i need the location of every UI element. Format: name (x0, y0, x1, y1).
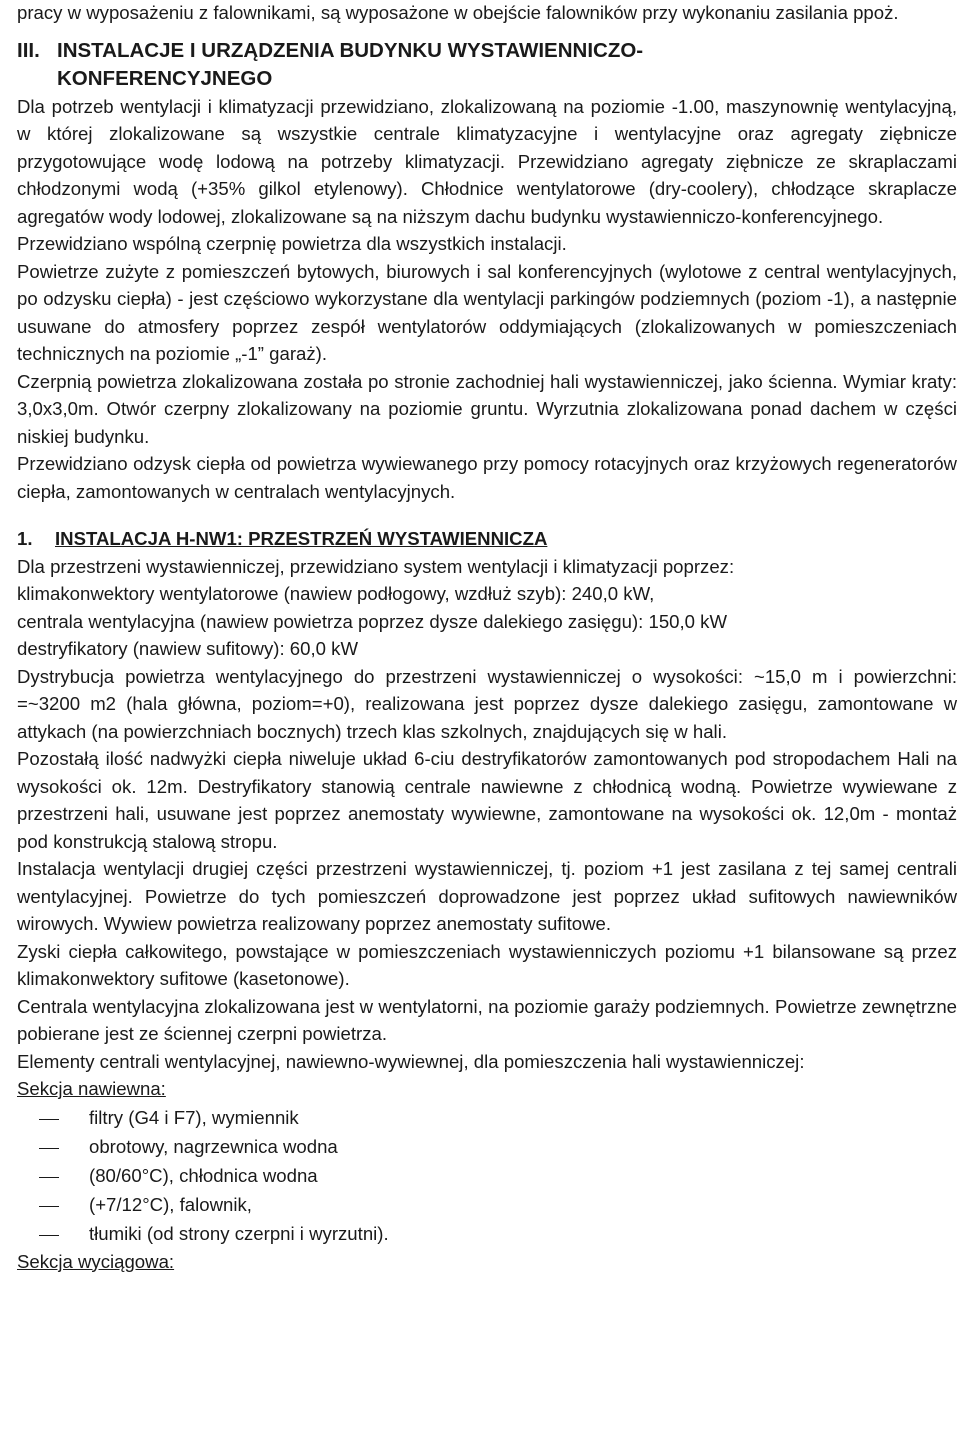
section-paragraph: Przewidziano odzysk ciepła od powietrza wywiewanego przy pomocy rotacyjnych oraz krzyżowych regeneratorów ciepła, zamontowanych w centralach wentylacyjnych. (17, 453, 957, 502)
intro-line: Dla przestrzeni wystawienniczej, przewidziano system wentylacji i klimatyzacji poprzez: (17, 555, 735, 577)
intro-fragment: pracy w wyposażeniu z falownikami, są wyposażone w obejście falowników przy wykonaniu zasilania ppoż. (17, 2, 899, 23)
subsection-paragraph: Pozostałą ilość nadwyżki ciepła niweluje układ 6-ciu destryfikatorów zamontowanych pod stropodachem Hali na wysokości ok. 12m. Destryfikatory stanowią centrale nawiewne z chłodnicą wodną. Powietrze wywiewane z przestrzeni hali, usuwane jest poprzez anemostaty wywiewne, zamontowane na wysokości ok. 12,0m - montaż pod konstrukcją stalową stropu. (17, 748, 957, 852)
list-item (17, 1190, 957, 1219)
list-item-text: (80/60°C), chłodnica wodna (89, 1164, 318, 1186)
section-number: III. (17, 38, 40, 62)
section-heading (17, 37, 957, 93)
section-paragraph: Czerpnią powietrza zlokalizowana została po stronie zachodniej hali wystawienniczej, jako ścienna. Wymiar kraty: 3,0x3,0m. Otwór czerpny zlokalizowany na poziomie gruntu. Wyrzutnia zlokalizowana ponad dachem w części niskiej budynku. (17, 370, 957, 447)
subsection-number: 1. (17, 528, 33, 549)
section-paragraph: Przewidziano wspólną czerpnię powietrza dla wszystkich instalacji. (17, 233, 567, 254)
section-title: INSTALACJE I URZĄDZENIA BUDYNKU WYSTAWIENNICZO-KONFERENCYJNEGO (57, 38, 644, 90)
list-item-text: (+7/12°C), falownik, (89, 1193, 252, 1215)
document-page (17, 0, 957, 1275)
section-paragraph: Dla potrzeb wentylacji i klimatyzacji przewidziano, zlokalizowaną na poziomie -1.00, maszynownię wentylacyjną, w której zlokalizowane są wszystkie centrale klimatyzacyjne i wentylacyjne oraz agregaty ziębnicze przygotowujące wodę lodową na potrzeby klimatyzacji. Przewidziano agregaty ziębnicze ze skraplaczami chłodzonymi wodą (+35% gilkol etylenowy). Chłodnice wentylatorowe (dry-coolery), chłodzące skraplacze agregatów wody lodowej, zlokalizowane są na niższym dachu budynku wystawienniczo-konferencyjnego. (17, 95, 957, 227)
subsection-title: INSTALACJA H-NW1: PRZESTRZEŃ WYSTAWIENNICZA (55, 528, 548, 549)
subsection-paragraph: Zyski ciepła całkowitego, powstające w pomieszczeniach wystawienniczych poziomu +1 bilansowane są przez klimakonwektory sufitowe (kasetonowe). (17, 940, 957, 989)
list-item-text: obrotowy, nagrzewnica wodna (89, 1135, 338, 1157)
capacity-line: klimakonwektory wentylatorowe (nawiew podłogowy, wzdłuż szyb): 240,0 kW, (17, 583, 655, 604)
subsection-paragraph: Centrala wentylacyjna zlokalizowana jest w wentylatorni, na poziomie garaży podziemnych. Powietrze zewnętrzne pobierane jest ze ściennej czerpni powietrza. (17, 995, 957, 1044)
capacity-line: centrala wentylacyjna (nawiew powietrza poprzez dysze dalekiego zasięgu): 150,0 kW (17, 610, 728, 632)
list-item-text: tłumiki (od strony czerpni i wyrzutni). (89, 1222, 389, 1244)
capacity-line: destryfikatory (nawiew sufitowy): 60,0 kW (17, 638, 358, 659)
list-item-text: filtry (G4 i F7), wymiennik (89, 1106, 299, 1128)
supply-section-label: Sekcja nawiewna: (17, 1078, 166, 1099)
list-item (17, 1219, 957, 1248)
supply-items-list (17, 1103, 957, 1248)
list-item (17, 1103, 957, 1132)
list-item (17, 1161, 957, 1190)
list-item (17, 1132, 957, 1161)
section-paragraph: Powietrze zużyte z pomieszczeń bytowych, biurowych i sal konferencyjnych (wylotowe z central wentylacyjnych, po odzysku ciepła) - jest częściowo wykorzystane dla wentylacji parkingów podziemnych (poziom -1), a następnie usuwane do atmosfery poprzez zespół wentylatorów oddymiających (zlokalizowanych w pomieszczeniach technicznych na poziomie „-1” garaż). (17, 260, 957, 364)
subsection-paragraph: Instalacja wentylacji drugiej części przestrzeni wystawienniczej, tj. poziom +1 jest zasilana z tej samej centrali wentylacyjnej. Powietrze do tych pomieszczeń doprowadzone jest poprzez układ sufitowych nawiewników wirowych. Wywiew powietrza realizowany poprzez anemostaty sufitowe. (17, 858, 957, 934)
subsection-heading (17, 525, 957, 553)
subsection-paragraph: Elementy centrali wentylacyjnej, nawiewno-wywiewnej, dla pomieszczenia hali wystawienniczej: (17, 1050, 805, 1072)
subsection-paragraph: Dystrybucja powietrza wentylacyjnego do przestrzeni wystawienniczej o wysokości: ~15,0 m i powierzchni: =~3200 m2 (hala główna, poziom=+0), realizowana jest poprzez dysze dalekiego zasięgu, zamontowane w attykach (na powierzchniach bocznych) trzech klas szkolnych, znajdujących się w hali. (17, 665, 957, 742)
exhaust-section-label: Sekcja wyciągowa: (17, 1250, 175, 1272)
